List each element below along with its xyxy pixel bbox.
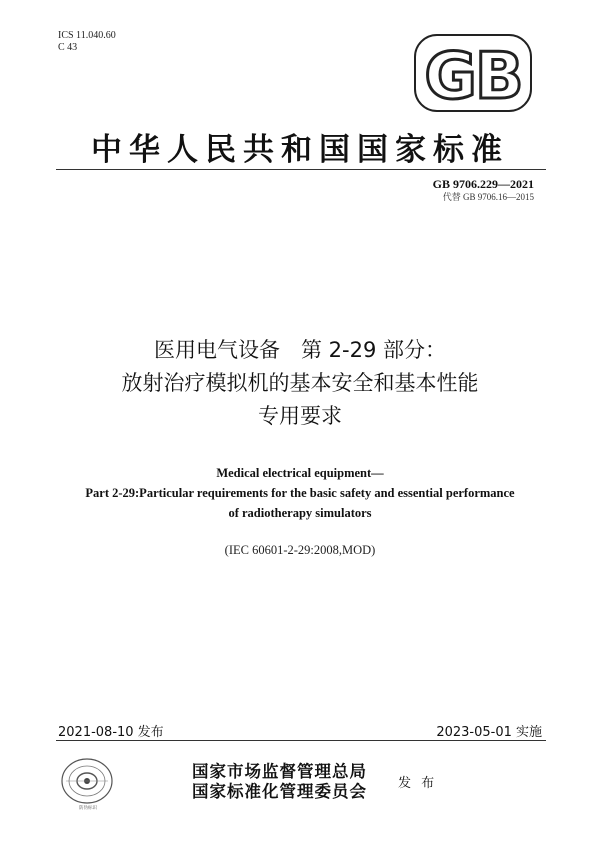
iec-reference: (IEC 60601-2-29:2008,MOD) <box>224 543 376 557</box>
gb-logo-text: GB <box>424 40 522 112</box>
ccs-code: C 43 <box>58 42 78 53</box>
standard-number-block <box>433 177 534 203</box>
anti-counterfeit-seal-icon <box>60 756 114 806</box>
chinese-title <box>0 334 600 433</box>
issuer-line-2: 国家标准化管理委员会 <box>192 782 367 801</box>
replaces-number: 代替 GB 9706.16—2015 <box>442 192 534 202</box>
ics-code: ICS 11.040.60 <box>58 30 116 41</box>
english-title-line-3: of radiotherapy simulators <box>228 506 372 520</box>
chinese-title-line-1: 医用电气设备 第 2-29 部分： <box>153 338 446 362</box>
implement-date: 2023-05-01 实施 <box>436 725 542 740</box>
publish-date: 2021-08-10 发布 <box>58 725 164 740</box>
chinese-title-line-2: 放射治疗模拟机的基本安全和基本性能 <box>121 371 479 395</box>
english-title-line-1: Medical electrical equipment— <box>216 466 384 480</box>
top-divider <box>56 169 546 170</box>
classification-codes <box>58 30 116 54</box>
standard-title: 中华人民共和国国家标准 <box>91 132 509 168</box>
issue-label: 发 布 <box>398 776 438 791</box>
issuing-authorities <box>192 762 367 802</box>
bottom-divider <box>56 740 546 741</box>
chinese-title-line-3: 专用要求 <box>258 404 342 428</box>
standard-number: GB 9706.229—2021 <box>432 177 534 191</box>
gb-logo <box>414 34 532 112</box>
seal-caption: 防伪标识 <box>79 806 97 811</box>
issuer-line-1: 国家市场监督管理总局 <box>192 762 367 781</box>
english-title-line-2: Part 2-29:Particular requirements for the basic safety and essential performance <box>85 486 515 500</box>
english-title <box>0 463 600 523</box>
